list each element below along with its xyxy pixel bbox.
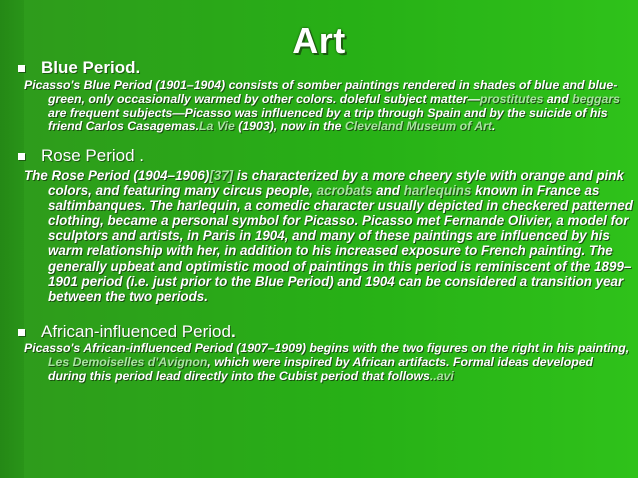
link-les-demoiselles[interactable]: Les Demoiselles d'Avignon bbox=[48, 354, 208, 369]
link-avi[interactable]: ..avi bbox=[429, 368, 454, 383]
paragraph-text: The Rose Period (1904–1906) bbox=[24, 168, 210, 183]
square-bullet-icon bbox=[18, 153, 25, 160]
link-prostitutes[interactable]: prostitutes bbox=[479, 91, 544, 106]
paragraph-text: known in France as saltimbanques. The harlequin, a comedic character usually depicted in checkered patterned clothing, became a personal symbol for Picasso. Picasso met Fernande Olivier, a model for sculptors and artists, in Paris in 1904, and many of these paintings are influenced by his warm relationship with her, in addition to his increased exposure to French painting. The generally upbeat and optimistic mood of paintings in this period is reminiscent of the 1899–1901 period (i.e. just prior to the Blue Period) and 1904 can be considered a transition year between the two periods. bbox=[48, 183, 633, 304]
link-acrobats[interactable]: acrobats bbox=[316, 183, 373, 199]
slide-title: Art bbox=[292, 20, 346, 61]
link-harlequins[interactable]: harlequins bbox=[403, 183, 472, 199]
link-cleveland-museum[interactable]: Cleveland Museum of Art bbox=[344, 119, 492, 134]
blue-period-paragraph bbox=[24, 79, 633, 134]
link-la-vie[interactable]: La Vie bbox=[199, 119, 235, 134]
section-heading-african-period bbox=[18, 322, 236, 342]
paragraph-text: . bbox=[491, 119, 496, 134]
heading-label: African-influenced Period bbox=[41, 322, 231, 341]
square-bullet-icon bbox=[18, 329, 25, 336]
paragraph-text: and bbox=[372, 183, 404, 199]
rose-period-paragraph bbox=[24, 168, 638, 304]
section-heading-blue-period bbox=[18, 58, 140, 78]
paragraph-text: Picasso's African-influenced Period (1907–1909) begins with the two figures on the right in his painting, bbox=[24, 341, 630, 355]
heading-label: Blue Period. bbox=[41, 58, 141, 77]
paragraph-text: and bbox=[543, 91, 573, 106]
heading-label: Rose Period . bbox=[41, 146, 144, 165]
heading-suffix: . bbox=[230, 322, 236, 341]
paragraph-text: is characterized by a more cheery style with orange and pink colors, and featuring many circus people, bbox=[48, 168, 624, 199]
link-citation-37[interactable]: [37] bbox=[209, 168, 234, 183]
paragraph-text: (1903), now in the bbox=[234, 119, 345, 134]
section-heading-rose-period bbox=[18, 146, 144, 166]
paragraph-text: are frequent subjects—Picasso was influenced by a trip through Spain and by the suicide of his friend Carlos Casagemas. bbox=[48, 105, 608, 134]
link-beggars[interactable]: beggars bbox=[572, 91, 620, 106]
square-bullet-icon bbox=[18, 65, 25, 72]
paragraph-text: Picasso's Blue Period (1901–1904) consists of somber paintings rendered in shades of blue and blue-green, only occasionally warmed by other colors. doleful subject matter— bbox=[24, 78, 618, 106]
paragraph-text: , which were inspired by African artifacts. Formal ideas developed during this period lead directly into the Cubist period that follows bbox=[48, 354, 594, 383]
african-period-paragraph bbox=[24, 342, 633, 383]
